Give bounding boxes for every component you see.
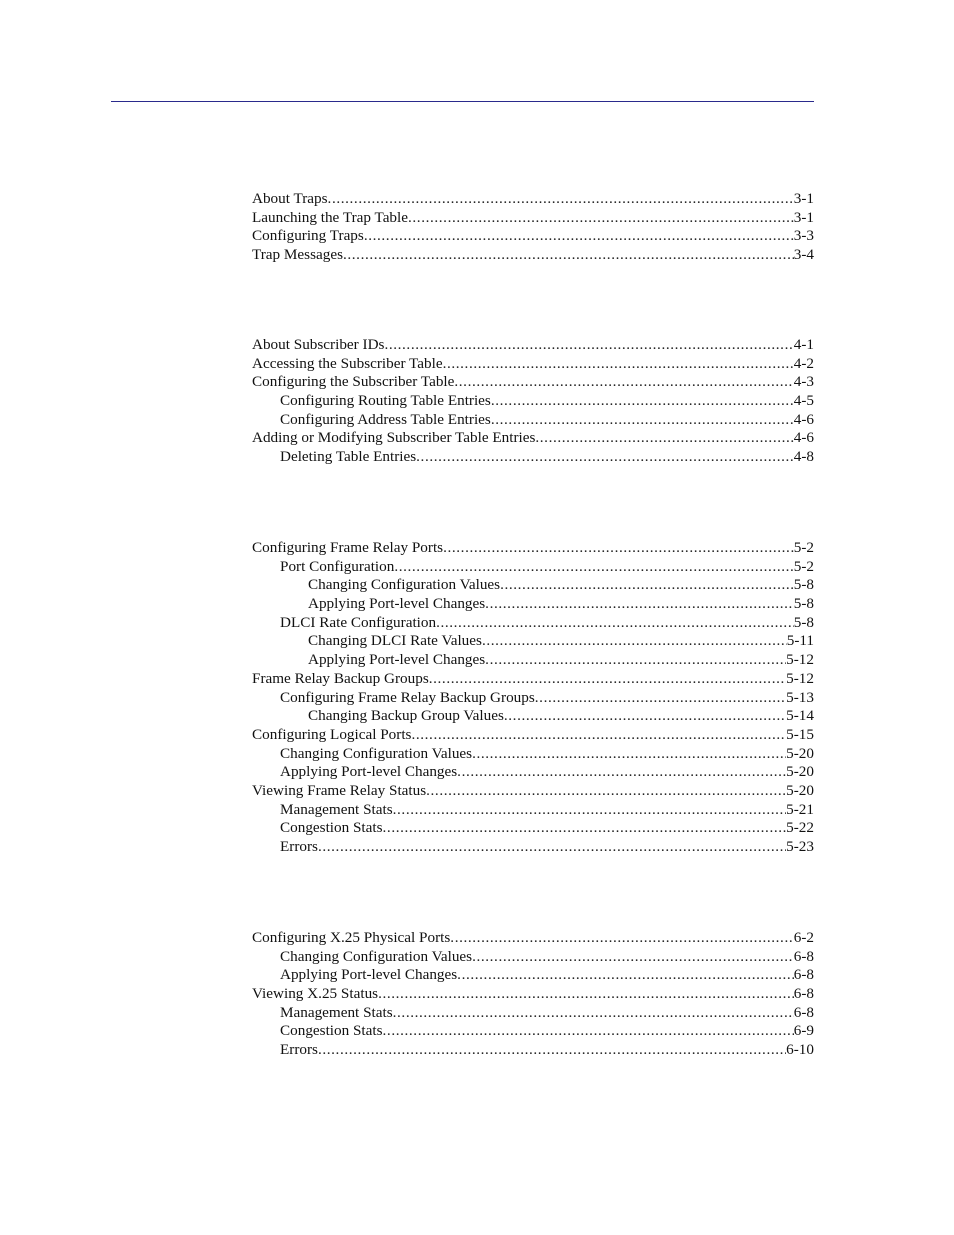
toc-dot-leader xyxy=(384,336,793,355)
toc-entry-title: Adding or Modifying Subscriber Table Entries xyxy=(252,429,536,447)
toc-dot-leader xyxy=(393,801,787,820)
toc-entry[interactable] xyxy=(252,539,814,558)
toc-entry-page: 4-3 xyxy=(793,373,814,391)
toc-entry-title: Changing Configuration Values xyxy=(308,576,501,594)
toc-entry[interactable] xyxy=(252,782,814,801)
toc-entry-page: 3-3 xyxy=(793,227,814,245)
toc-entry[interactable] xyxy=(252,651,814,670)
toc-dot-leader xyxy=(383,1022,794,1041)
toc-dot-leader xyxy=(457,966,794,985)
toc-entry[interactable] xyxy=(252,355,814,374)
toc-entry-title: Viewing X.25 Status xyxy=(252,985,379,1003)
toc-entry[interactable] xyxy=(252,745,814,764)
toc-entry[interactable] xyxy=(252,726,814,745)
toc-entry[interactable] xyxy=(252,448,814,467)
toc-dot-leader xyxy=(472,745,786,764)
toc-entry[interactable] xyxy=(252,227,814,246)
toc-entry-title: Applying Port-level Changes xyxy=(308,651,486,669)
toc-entry-title: Configuring the Subscriber Table xyxy=(252,373,455,391)
toc-entry[interactable] xyxy=(252,763,814,782)
toc-entry[interactable] xyxy=(252,819,814,838)
toc-entry[interactable] xyxy=(252,336,814,355)
toc-entry-page: 4-5 xyxy=(793,392,814,410)
toc-entry-page: 6-8 xyxy=(793,1003,814,1021)
toc-entry-page: 4-8 xyxy=(793,448,814,466)
toc-entry-title: Congestion Stats xyxy=(280,819,383,837)
toc-entry-title: About Subscriber IDs xyxy=(252,336,385,353)
toc-dot-leader xyxy=(485,651,786,670)
toc-entry-page: 5-8 xyxy=(793,576,814,594)
toc-dot-leader xyxy=(500,576,794,595)
toc-dot-leader xyxy=(318,1041,786,1060)
toc-dot-leader xyxy=(383,819,787,838)
toc-entry-title: Configuring Routing Table Entries xyxy=(280,392,491,410)
toc-entry-page: 5-20 xyxy=(786,763,814,781)
toc-section-subscriber xyxy=(252,336,814,467)
toc-entry-title: About Traps xyxy=(252,190,328,207)
toc-dot-leader xyxy=(535,429,793,448)
toc-entry-page: 4-1 xyxy=(793,336,814,353)
toc-entry-page: 6-8 xyxy=(793,985,814,1003)
toc-entry-title: Changing Configuration Values xyxy=(280,947,473,965)
toc-dot-leader xyxy=(457,763,786,782)
toc-entry-page: 5-20 xyxy=(786,744,814,762)
toc-entry[interactable] xyxy=(252,966,814,985)
toc-entry[interactable] xyxy=(252,411,814,430)
toc-entry-page: 5-22 xyxy=(786,819,814,837)
toc-entry[interactable] xyxy=(252,614,814,633)
toc-entry[interactable] xyxy=(252,558,814,577)
toc-entry-title: Configuring Logical Ports xyxy=(252,725,412,743)
toc-entry-page: 4-6 xyxy=(793,429,814,447)
toc-entry[interactable] xyxy=(252,689,814,708)
toc-dot-leader xyxy=(450,929,793,948)
toc-dot-leader xyxy=(504,707,786,726)
toc-entry[interactable] xyxy=(252,985,814,1004)
toc-entry-page: 5-12 xyxy=(786,651,814,669)
toc-entry-title: Errors xyxy=(280,1041,318,1059)
toc-dot-leader xyxy=(491,392,794,411)
toc-entry-page: 3-4 xyxy=(793,246,814,264)
toc-entry-title: Launching the Trap Table xyxy=(252,208,408,226)
toc-entry-page: 5-14 xyxy=(786,707,814,725)
toc-dot-leader xyxy=(454,373,793,392)
toc-entry-page: 5-13 xyxy=(786,688,814,706)
toc-entry-page: 6-9 xyxy=(793,1022,814,1040)
toc-entry[interactable] xyxy=(252,670,814,689)
toc-entry-page: 6-8 xyxy=(793,966,814,984)
toc-dot-leader xyxy=(408,209,794,228)
toc-dot-leader xyxy=(535,689,786,708)
toc-entry-page: 5-20 xyxy=(786,781,814,799)
toc-dot-leader xyxy=(416,448,794,467)
toc-entry[interactable] xyxy=(252,429,814,448)
toc-entry-title: Changing DLCI Rate Values xyxy=(308,632,482,650)
toc-entry-page: 6-8 xyxy=(793,947,814,965)
toc-entry-page: 5-11 xyxy=(786,632,814,650)
toc-dot-leader xyxy=(343,246,794,265)
toc-dot-leader xyxy=(364,227,794,246)
toc-entry-page: 5-8 xyxy=(793,595,814,613)
toc-entry-title: Accessing the Subscriber Table xyxy=(252,354,443,372)
toc-entry-page: 5-8 xyxy=(793,613,814,631)
toc-entry-page: 6-10 xyxy=(786,1041,814,1059)
toc-dot-leader xyxy=(436,614,794,633)
toc-entry-page: 5-23 xyxy=(786,838,814,855)
toc-entry-title: Management Stats xyxy=(280,800,393,818)
toc-entry-title: Trap Messages xyxy=(252,246,343,264)
toc-entry[interactable] xyxy=(252,632,814,651)
toc-entry-page: 5-2 xyxy=(793,557,814,575)
toc-entry-title: Configuring X.25 Physical Ports xyxy=(252,929,451,946)
toc-entry-title: Viewing Frame Relay Status xyxy=(252,781,427,799)
toc-dot-leader xyxy=(411,726,786,745)
toc-entry-title: Configuring Frame Relay Backup Groups xyxy=(280,688,535,706)
toc-entry-title: Applying Port-level Changes xyxy=(280,966,458,984)
toc-entry-title: Deleting Table Entries xyxy=(280,448,417,466)
toc-entry-title: Configuring Frame Relay Ports xyxy=(252,539,444,556)
toc-dot-leader xyxy=(394,558,793,577)
toc-entry[interactable] xyxy=(252,1022,814,1041)
toc-section-x25 xyxy=(252,929,814,1060)
toc-section-traps xyxy=(252,190,814,265)
toc-entry[interactable] xyxy=(252,838,814,857)
toc-entry[interactable] xyxy=(252,190,814,209)
toc-section-frame-relay xyxy=(252,539,814,857)
toc-entry[interactable] xyxy=(252,576,814,595)
toc-entry-page: 5-21 xyxy=(786,800,814,818)
toc-entry[interactable] xyxy=(252,801,814,820)
toc-dot-leader xyxy=(472,948,794,967)
toc-entry[interactable] xyxy=(252,595,814,614)
toc-entry-title: Congestion Stats xyxy=(280,1022,383,1040)
toc-entry-title: Changing Backup Group Values xyxy=(308,707,504,725)
toc-entry[interactable] xyxy=(252,1041,814,1060)
toc-entry-page: 3-1 xyxy=(793,208,814,226)
toc-dot-leader xyxy=(443,355,794,374)
toc-dot-leader xyxy=(378,985,794,1004)
toc-entry-title: Management Stats xyxy=(280,1003,393,1021)
toc-dot-leader xyxy=(482,632,787,651)
toc-entry[interactable] xyxy=(252,707,814,726)
toc-dot-leader xyxy=(429,670,786,689)
toc-entry-title: Configuring Traps xyxy=(252,227,364,245)
toc-entry-page: 4-2 xyxy=(793,354,814,372)
toc-entry-page: 5-15 xyxy=(786,725,814,743)
toc-dot-leader xyxy=(491,411,794,430)
toc-entry[interactable] xyxy=(252,209,814,228)
toc-entry-title: Frame Relay Backup Groups xyxy=(252,669,429,687)
toc-entry-title: Changing Configuration Values xyxy=(280,744,473,762)
toc-entry-page: 3-1 xyxy=(793,190,814,207)
toc-entry[interactable] xyxy=(252,1004,814,1023)
toc-dot-leader xyxy=(485,595,794,614)
toc-entry-title: DLCI Rate Configuration xyxy=(280,613,437,631)
toc-entry-page: 5-2 xyxy=(793,539,814,556)
toc-entry[interactable] xyxy=(252,373,814,392)
toc-dot-leader xyxy=(426,782,786,801)
toc-entry[interactable] xyxy=(252,948,814,967)
toc-entry-page: 4-6 xyxy=(793,410,814,428)
toc-entry-page: 5-12 xyxy=(786,669,814,687)
toc-entry-title: Port Configuration xyxy=(280,557,395,575)
toc-entry[interactable] xyxy=(252,929,814,948)
toc-entry-title: Errors xyxy=(280,838,318,855)
toc-dot-leader xyxy=(328,190,794,209)
toc-entry-title: Applying Port-level Changes xyxy=(308,595,486,613)
toc-entry-title: Configuring Address Table Entries xyxy=(280,410,491,428)
toc-entry[interactable] xyxy=(252,246,814,265)
toc-dot-leader xyxy=(318,838,786,857)
toc-entry-page: 6-2 xyxy=(793,929,814,946)
header-rule xyxy=(111,101,814,102)
toc-entry-title: Applying Port-level Changes xyxy=(280,763,458,781)
toc-entry[interactable] xyxy=(252,392,814,411)
toc-dot-leader xyxy=(393,1004,794,1023)
toc-dot-leader xyxy=(443,539,794,558)
